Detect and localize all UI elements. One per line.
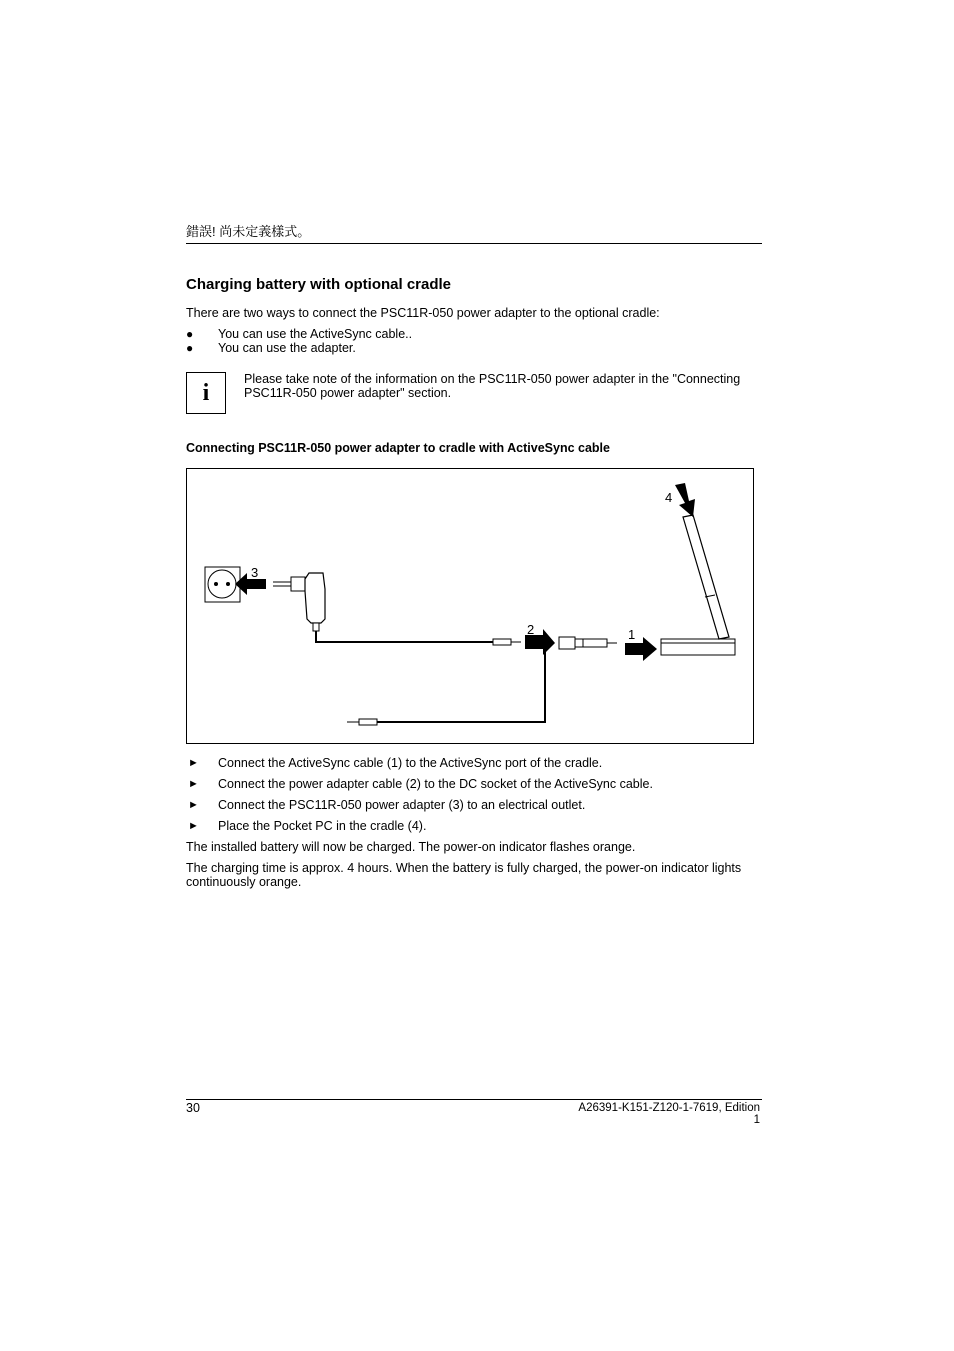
- pocket-pc-icon: [683, 515, 729, 639]
- note-line-1: Please take note of the information on the PSC11R-050 power adapter in the "Connecting: [244, 372, 741, 386]
- intro-paragraph: There are two ways to connect the PSC11R-050 power adapter to the optional cradle:: [186, 306, 660, 320]
- usb-plug-icon: [347, 719, 377, 725]
- activesync-cable: [377, 649, 545, 722]
- document-id: A26391-K151-Z120-1-7619, Edition 1: [578, 1102, 760, 1126]
- bullet-marker: ●: [186, 341, 194, 355]
- cradle-icon: [661, 639, 735, 655]
- wall-outlet-icon: [205, 567, 240, 602]
- bullet-item: You can use the ActiveSync cable..: [218, 327, 413, 341]
- charging-time-line-2: continuously orange.: [186, 875, 302, 889]
- subsection-title: Connecting PSC11R-050 power adapter to cradle with ActiveSync cable: [186, 441, 610, 455]
- adapter-cable: [316, 631, 493, 642]
- page-number: 30: [186, 1101, 200, 1115]
- charging-time-line-1: The charging time is approx. 4 hours. When the battery is fully charged, the power-on indicator lights: [186, 861, 742, 875]
- label-1: 1: [628, 627, 636, 642]
- label-3: 3: [251, 565, 259, 580]
- step-item: Connect the ActiveSync cable (1) to the ActiveSync port of the cradle.: [218, 756, 603, 770]
- bullet-marker: ●: [186, 327, 194, 341]
- step-marker: ►: [188, 820, 199, 832]
- step-item: Connect the PSC11R-050 power adapter (3) to an electrical outlet.: [218, 798, 586, 812]
- connection-diagram: [186, 468, 754, 744]
- step-marker: ►: [188, 799, 199, 811]
- info-icon: [186, 372, 226, 414]
- info-icon-letter: i: [202, 379, 210, 406]
- bullet-item: You can use the adapter.: [218, 341, 356, 355]
- header-rule: [186, 243, 762, 244]
- label-4: 4: [665, 490, 673, 505]
- note-line-2: PSC11R-050 power adapter" section.: [244, 386, 452, 400]
- activesync-connector-icon: [559, 637, 617, 649]
- power-adapter-icon: [273, 573, 325, 631]
- section-title: Charging battery with optional cradle: [186, 276, 452, 293]
- step-item: Connect the power adapter cable (2) to the DC socket of the ActiveSync cable.: [218, 777, 653, 791]
- running-header: 錯誤! 尚未定義樣式。: [186, 224, 311, 239]
- footer-rule: [186, 1099, 762, 1100]
- arrow-4-icon: [675, 483, 695, 517]
- result-paragraph: The installed battery will now be charged. The power-on indicator flashes orange.: [186, 840, 636, 854]
- diagram-drawing: [187, 469, 753, 743]
- step-marker: ►: [188, 778, 199, 790]
- step-marker: ►: [188, 757, 199, 769]
- step-item: Place the Pocket PC in the cradle (4).: [218, 819, 427, 833]
- dc-plug-icon: [493, 639, 521, 645]
- label-2: 2: [527, 622, 535, 637]
